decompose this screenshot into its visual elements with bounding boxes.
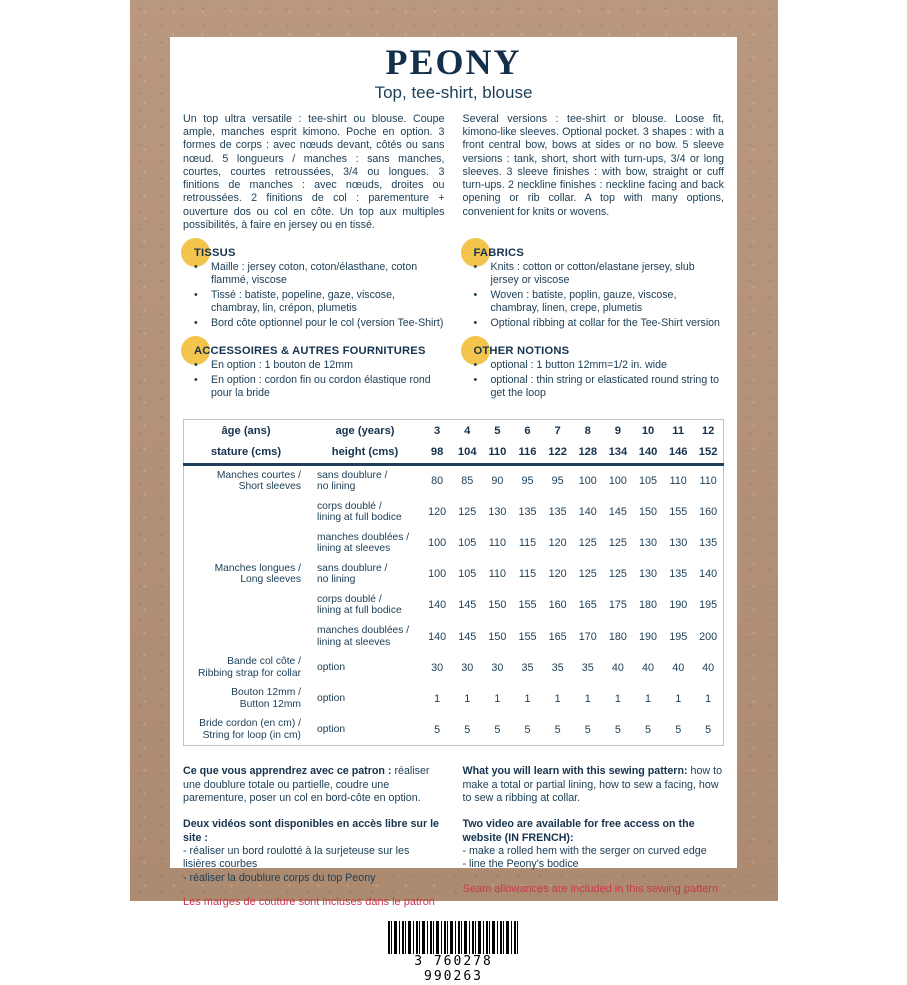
seam-note-en: Seam allowances are included in this sewing pattern [462,882,719,895]
size-cell: 5 [645,723,652,736]
size-cell: 130 [639,568,658,581]
size-cell: 35 [581,661,594,674]
option-label [184,683,309,714]
size-cell: 140 [699,568,718,581]
size-table [183,419,724,747]
size-cell: 1 [675,692,682,705]
table-row [184,464,724,497]
size-cell: 40 [702,661,715,674]
size-cell: 135 [699,537,718,550]
materials-column-en [463,232,725,401]
videos-lead-fr: Deux vidéos sont disponibles en accès libre sur le site : [183,818,439,844]
size-cell: 160 [699,506,718,519]
video-item: - make a rolled hem with the serger on curved edge [462,845,707,858]
table-header-age-row [184,419,724,441]
size-cell: 40 [642,661,655,674]
size-cell: 115 [518,568,537,581]
size-cell: 5 [554,723,561,736]
size-cell: 110 [488,568,506,581]
barcode-digits: 3 760278 990263 [388,954,520,984]
size-cell: 140 [428,599,447,612]
size-cell: 40 [611,661,624,674]
learn-text-en: how to make a total or partial lining, how to sew a facing, how to sew a ribbing at collar. [462,765,723,804]
section-accessoires [183,345,445,400]
variant-label-en: lining at full bodice [317,512,402,524]
size-cell: 145 [458,599,477,612]
size-cell: 170 [578,630,597,643]
height-cell: 152 [693,441,723,464]
variant-label-fr: manches doublées / [317,531,410,543]
height-cell: 116 [512,441,542,464]
age-cell: 4 [464,424,471,437]
videos-block-fr [183,818,445,885]
pattern-info-card [170,37,737,985]
size-cell: 180 [639,599,658,612]
learn-paragraph-fr [183,765,445,805]
age-cell: 7 [554,424,561,437]
size-cell: 105 [458,537,477,550]
option-tag: option [317,661,346,673]
size-cell: 1 [464,692,471,705]
height-cell: 110 [482,441,512,464]
barcode [388,921,520,985]
size-cell: 30 [461,661,474,674]
height-cell: 128 [573,441,603,464]
size-cell: 160 [548,599,567,612]
size-cell: 1 [614,692,621,705]
table-row [184,559,724,590]
size-cell: 200 [699,630,718,643]
size-cell: 155 [669,506,688,519]
learn-paragraph-en [463,765,725,805]
option-label-en: Ribbing strap for collar [197,667,301,679]
size-cell: 155 [518,630,537,643]
size-cell: 180 [608,630,627,643]
variant-label [308,621,422,652]
learn-lead-fr: Ce que vous apprendrez avec ce patron : [183,765,392,778]
age-cell: 3 [433,424,441,437]
option-label [184,714,309,746]
age-cell: 10 [641,424,655,437]
materials-column-fr [183,232,445,401]
table-row [184,683,724,714]
size-cell: 100 [428,537,447,550]
size-cell: 5 [494,723,501,736]
bullet-list [183,261,445,330]
size-cell: 100 [428,568,447,581]
section-notions [463,345,725,400]
size-cell: 5 [584,723,591,736]
size-cell: 130 [669,537,688,550]
size-cell: 150 [488,599,507,612]
bullet-item: • Knits : cotton or cotton/elastane jersey, slub jersey or viscose [463,261,725,287]
footer-column-fr [183,765,445,908]
variant-label [308,559,422,590]
size-cell: 130 [488,506,507,519]
size-cell: 125 [608,568,627,581]
size-cell: 1 [434,692,441,705]
bullet-item: • Bord côte optionnel pour le col (version Tee-Shirt) [183,317,445,330]
height-cell: 140 [633,441,663,464]
size-cell: 125 [578,537,597,550]
height-cell: 122 [543,441,573,464]
size-cell: 1 [645,692,652,705]
section-heading: TISSUS [194,247,236,260]
height-cell: 98 [422,441,452,464]
size-cell: 80 [431,475,444,488]
size-cell: 150 [488,630,507,643]
size-cell: 195 [669,630,688,643]
video-item: - réaliser un bord roulotté à la surjeteuse sur les lisières courbes [183,845,410,871]
videos-block-en [463,818,725,872]
size-cell: 125 [578,568,597,581]
size-cell: 1 [524,692,531,705]
size-cell: 145 [608,506,627,519]
option-tag: option [317,692,346,704]
variant-label [308,528,422,559]
option-tag: option [317,723,346,735]
group-label-en: Short sleeves [238,481,301,493]
option-label-fr: Bride cordon (en cm) / [199,718,301,730]
size-cell: 1 [705,692,712,705]
pattern-subtitle: Top, tee-shirt, blouse [374,82,533,102]
size-cell: 40 [672,661,685,674]
section-fabrics [463,247,725,330]
age-label-en: age (years) [335,424,395,437]
size-cell: 140 [428,630,447,643]
size-cell: 105 [639,475,658,488]
group-label-fr: Manches longues / [214,562,301,574]
variant-label [308,464,422,497]
option-label-en: Button 12mm [239,698,301,710]
size-cell: 105 [458,568,477,581]
seam-note-fr: Les marges de couture sont incluses dans le patron [183,896,435,909]
group-label [184,464,309,559]
kraft-envelope [130,0,778,985]
table-header-height-row [184,441,724,464]
bullet-list [463,359,725,400]
option-label-fr: Bouton 12mm / [231,687,301,699]
size-cell: 120 [428,506,447,519]
section-heading: ACCESSOIRES & AUTRES FOURNITURES [194,344,426,357]
variant-label-en: lining at sleeves [317,636,391,648]
option-label-fr: Bande col côte / [227,656,301,668]
size-cell: 5 [705,723,712,736]
bullet-item: • Optional ribbing at collar for the Tee-Shirt version [463,317,725,330]
size-cell: 5 [464,723,471,736]
pattern-title: PEONY [385,42,522,82]
stature-label-fr: stature (cms) [184,441,309,464]
size-cell: 85 [461,475,474,488]
video-item: - line the Peony's bodice [462,858,579,871]
height-cell: 134 [603,441,633,464]
section-tissus [183,247,445,330]
materials-columns [170,232,737,401]
size-cell: 5 [614,723,621,736]
variant-label-en: no lining [317,574,356,586]
age-cell: 12 [701,424,715,437]
size-cell: 5 [675,723,682,736]
size-cell: 125 [458,506,477,519]
size-cell: 110 [488,537,506,550]
learn-text-fr: réaliser une doublure totale ou partielle, coudre une parementure, poser un col en bord-côte en option. [183,765,430,804]
variant-label-en: lining at sleeves [317,543,391,555]
bullet-item: • Tissé : batiste, popeline, gaze, viscose, chambray, lin, crépon, plumetis [183,289,445,315]
group-label-en: Long sleeves [240,574,301,586]
size-cell: 190 [639,630,658,643]
size-cell: 135 [669,568,688,581]
option-label [184,652,309,683]
size-cell: 95 [521,475,534,488]
video-item: - réaliser la doublure corps du top Peony [183,871,376,884]
size-cell: 135 [518,506,537,519]
variant-label-fr: manches doublées / [317,624,410,636]
intro-column-fr [183,110,445,232]
size-cell: 145 [458,630,477,643]
intro-paragraph-en: Several versions : tee-shirt or blouse. Loose fit, kimono-like sleeves. Optional pocket. 3 shapes : with a front central bow, bows at sides or no bow. 5 sleeve versions : tank, short, short with turn-ups, 3/4 or long sleeves. 3 sleeve finishes : with bow, straight or cuff turn-ups. 2 neckline finishes : neckline facing and back opening or rib collar. A top with many options, convenient for knits or wovens. [462,112,724,218]
bullet-item: • En option : 1 bouton de 12mm [183,359,445,372]
size-cell: 90 [491,475,504,488]
size-cell: 100 [578,475,597,488]
size-cell: 115 [518,537,537,550]
table-row [184,714,724,746]
intro-column-en [463,110,725,232]
height-cell: 104 [452,441,482,464]
height-cell: 146 [663,441,693,464]
size-cell: 140 [578,506,597,519]
size-cell: 1 [554,692,561,705]
bullet-item: • Maille : jersey coton, coton/élasthane, coton flammé, viscose [183,261,445,287]
size-cell: 5 [434,723,441,736]
bullet-item: • optional : thin string or elasticated round string to get the loop [463,374,725,400]
size-cell: 165 [578,599,597,612]
variant-label [308,590,422,621]
variant-label-en: no lining [317,481,356,493]
footer-columns [170,765,737,908]
size-cell: 110 [699,475,717,488]
size-cell: 1 [494,692,501,705]
footer-column-en [463,765,725,908]
intro-paragraph-fr: Un top ultra versatile : tee-shirt ou blouse. Coupe ample, manches esprit kimono. Poche en option. 3 formes de corps : avec nœuds devant, côtés ou sans nœud. 5 longueurs / manches : sans manches, courtes, courtes retroussées, 3/4 ou longues. 3 finitions de manches : avec nœuds, droites ou retroussées. 2 finitions de col : parementure + ouverture dos ou col en côte. Un top aux multiples possibilités, à faire en jersey ou en tissé. [183,112,445,231]
variant-label-fr: corps doublé / [317,593,382,605]
size-cell: 35 [521,661,534,674]
learn-lead-en: What you will learn with this sewing pattern: [462,765,688,778]
table-row [184,652,724,683]
variant-label [308,497,422,528]
option-label-en: String for loop (in cm) [202,729,301,741]
group-label [184,559,309,652]
size-cell: 30 [491,661,504,674]
size-cell: 135 [548,506,567,519]
age-cell: 5 [494,424,501,437]
variant-label-fr: corps doublé / [317,500,382,512]
stature-label-en: height (cms) [308,441,422,464]
age-cell: 6 [524,424,531,437]
size-cell: 120 [548,568,567,581]
group-label-fr: Manches courtes / [216,469,301,481]
bullet-item: • optional : 1 button 12mm=1/2 in. wide [463,359,725,372]
variant-label-en: lining at full bodice [317,605,402,617]
age-cell: 9 [614,424,622,437]
size-cell: 5 [524,723,531,736]
size-cell: 155 [518,599,537,612]
bullet-list [463,261,725,330]
size-cell: 110 [669,475,687,488]
size-cell: 95 [551,475,564,488]
section-heading: OTHER NOTIONS [473,344,570,357]
bullet-item: • En option : cordon fin ou cordon élastique rond pour la bride [183,374,445,400]
size-cell: 195 [699,599,718,612]
variant-label-fr: sans doublure / [317,562,388,574]
age-label-fr: âge (ans) [221,424,271,437]
size-cell: 30 [431,661,444,674]
videos-lead-en: Two video are available for free access on the website (IN FRENCH): [462,818,695,844]
size-cell: 190 [669,599,688,612]
age-cell: 8 [584,424,591,437]
intro-columns [170,110,737,232]
section-heading: FABRICS [473,247,525,260]
size-cell: 150 [639,506,658,519]
size-cell: 125 [608,537,627,550]
size-cell: 100 [608,475,627,488]
size-cell: 120 [548,537,567,550]
bullet-item: • Woven : batiste, poplin, gauze, viscose, chambray, linen, crepe, plumetis [463,289,725,315]
bullet-list [183,359,445,400]
size-cell: 165 [548,630,567,643]
size-cell: 1 [584,692,591,705]
size-cell: 35 [551,661,564,674]
size-cell: 175 [608,599,627,612]
variant-label-fr: sans doublure / [317,469,388,481]
size-cell: 130 [639,537,658,550]
age-cell: 11 [672,424,685,437]
